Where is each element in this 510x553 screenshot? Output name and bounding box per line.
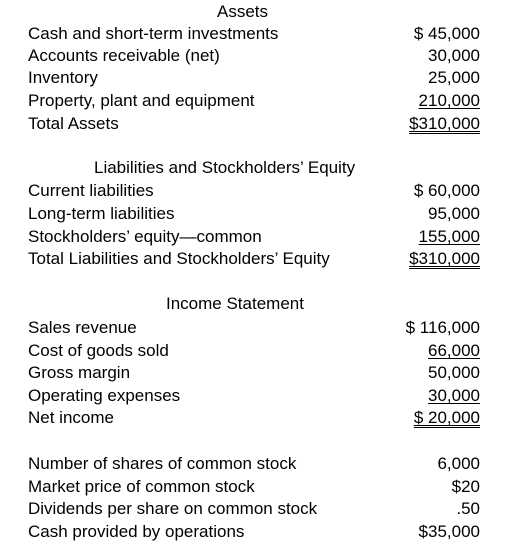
row-value: $ 20,000: [413, 408, 480, 427]
row-value: .50: [456, 499, 480, 518]
row-value: $20: [451, 477, 480, 496]
row-label: Property, plant and equipment: [28, 91, 255, 110]
row-label: Stockholders’ equity—common: [28, 227, 262, 246]
row-label: Cash and short-term investments: [28, 24, 279, 43]
row-label: Inventory: [28, 68, 98, 87]
row-value: $ 45,000: [413, 24, 480, 43]
row-value: $ 60,000: [413, 181, 480, 200]
table-row: [28, 520, 480, 543]
row-value: 25,000: [428, 68, 480, 87]
row-value: 210,000: [418, 91, 480, 110]
table-row: [28, 475, 480, 498]
row-value: 30,000: [428, 386, 480, 405]
table-row: [28, 202, 480, 225]
row-label: Total Liabilities and Stockholders’ Equity: [28, 249, 330, 268]
row-value: $35,000: [418, 522, 480, 541]
income-heading: Income Statement: [166, 294, 304, 313]
row-value: $310,000: [409, 249, 480, 268]
row-label: Cash provided by operations: [28, 522, 245, 541]
row-label: Accounts receivable (net): [28, 46, 220, 65]
table-row: [28, 112, 480, 135]
table-row: [28, 66, 480, 89]
table-row: [28, 247, 480, 270]
assets-heading: Assets: [217, 2, 269, 21]
row-value: $310,000: [409, 114, 480, 133]
table-row: [28, 452, 480, 475]
row-value: 66,000: [428, 341, 480, 360]
table-row: [28, 44, 480, 67]
row-label: Dividends per share on common stock: [28, 499, 318, 518]
row-label: Long-term liabilities: [28, 204, 175, 223]
row-label: Gross margin: [28, 363, 131, 382]
row-label: Net income: [28, 408, 114, 427]
table-row: [28, 225, 480, 248]
row-label: Market price of common stock: [28, 477, 255, 496]
row-label: Current liabilities: [28, 181, 154, 200]
table-row: [28, 89, 480, 112]
row-label: Operating expenses: [28, 386, 181, 405]
table-row: [28, 497, 480, 520]
row-value: 50,000: [428, 363, 480, 382]
row-label: Total Assets: [28, 114, 119, 133]
row-value: 6,000: [437, 454, 480, 473]
table-row: [28, 316, 480, 339]
table-row: [28, 339, 480, 362]
row-value: 95,000: [428, 204, 480, 223]
row-label: Number of shares of common stock: [28, 454, 297, 473]
row-value: $ 116,000: [405, 318, 480, 337]
table-row: [28, 22, 480, 45]
table-row: [28, 384, 480, 407]
table-row: [28, 406, 480, 429]
table-row: [28, 179, 480, 202]
row-label: Cost of goods sold: [28, 341, 169, 360]
liabilities-heading: Liabilities and Stockholders’ Equity: [94, 158, 356, 177]
row-label: Sales revenue: [28, 318, 137, 337]
table-row: [28, 361, 480, 384]
row-value: 155,000: [418, 227, 480, 246]
row-value: 30,000: [428, 46, 480, 65]
